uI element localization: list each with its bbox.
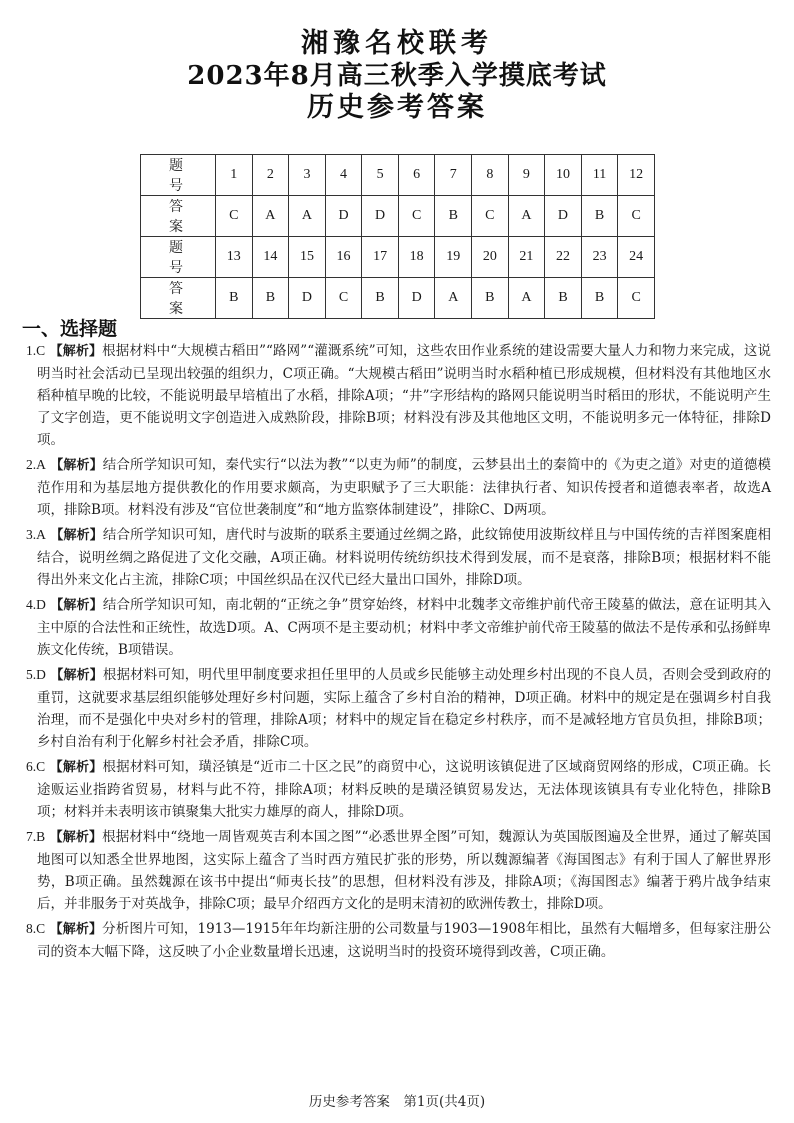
answer-table-cell: 9 [508, 155, 545, 196]
answer-table-cell: 4 [325, 155, 362, 196]
answer-table-cell: D [545, 196, 582, 237]
answer-table-row [141, 155, 655, 196]
answer-table-cell: 17 [362, 237, 399, 278]
answer-table-row [141, 278, 655, 319]
answer-table-cell: 15 [289, 237, 326, 278]
answer-table-cell: A [289, 196, 326, 237]
answer-table [140, 154, 655, 319]
analysis-tag: 【解析】 [49, 922, 103, 937]
answer-table-cell: 12 [618, 155, 655, 196]
answer-table-cell: B [252, 278, 289, 319]
answer-table-cell: 7 [435, 155, 472, 196]
question-answer: 8.C [26, 921, 46, 936]
exam-name-title: 2023年8月高三秋季入学摸底考试 [187, 61, 607, 91]
analysis-tag: 【解析】 [49, 760, 103, 775]
explanation-item [26, 756, 771, 823]
answer-table-row-label: 题 号 [141, 155, 216, 196]
answer-key-title: 历史参考答案 [307, 92, 487, 123]
exam-organizer-title: 湘豫名校联考 [301, 28, 493, 59]
answer-table-cell: 24 [618, 237, 655, 278]
answer-table-cell: C [618, 278, 655, 319]
answer-table-cell: C [618, 196, 655, 237]
answer-table-cell: 14 [252, 237, 289, 278]
answer-table-cell: C [325, 278, 362, 319]
answer-table-row-label: 答 案 [141, 196, 216, 237]
question-answer: 2.A [26, 457, 46, 472]
answer-table-cell: 3 [289, 155, 326, 196]
document-header [0, 28, 794, 124]
analysis-tag: 【解析】 [50, 458, 103, 473]
answer-table-cell: 19 [435, 237, 472, 278]
explanation-item [26, 826, 771, 915]
analysis-tag: 【解析】 [50, 668, 103, 683]
analysis-tag: 【解析】 [50, 598, 103, 613]
page-footer: 历史参考答案 第1页(共4页) [308, 1094, 486, 1110]
question-answer: 7.B [26, 829, 46, 844]
question-answer: 3.A [26, 527, 46, 542]
explanation-item [26, 664, 771, 753]
explanation-text: 根据材料中“大规模古稻田”“路网”“灌溉系统”可知，这些农田作业系统的建设需要大量人力和物力来完成，这说明当时社会活动已呈现出较强的组织力，C项正确。“大规模古稻田”说明当时水稻种植已形成规模，但材料没有其他地区水稻种植早晚的比较，不能说明最早培植出了水稻，排除A项；“井”字形结构的路网只能说明当时稻田的形状，不能说明产生了文字创造，更不能说明文字创造进入成熟阶段，排除B项；材料没有涉及其他地区文明，不能说明多元一体特征，排除D项。 [37, 343, 771, 448]
answer-table-cell: B [545, 278, 582, 319]
answer-table-cell: 8 [472, 155, 509, 196]
explanation-item [26, 594, 771, 661]
answer-table-cell: B [581, 196, 618, 237]
explanation-item [26, 340, 771, 451]
answer-table-cell: B [216, 278, 253, 319]
answer-table-cell: 13 [216, 237, 253, 278]
answer-table-cell: B [581, 278, 618, 319]
answer-table-cell: 2 [252, 155, 289, 196]
answer-table-row [141, 196, 655, 237]
explanation-item [26, 524, 771, 591]
explanation-list [26, 340, 771, 966]
answer-table-row-label: 答 案 [141, 278, 216, 319]
explanation-item [26, 454, 771, 521]
explanation-text: 结合所学知识可知，南北朝的“正统之争”贯穿始终，材料中北魏孝文帝维护前代帝王陵墓的做法，意在证明其入主中原的合法性和正统性，故选D项。A、C两项不是主要动机；材料中孝文帝维护前代帝王陵墓的做法不是传承和弘扬鲜卑族文化传统，B项错误。 [37, 597, 771, 658]
answer-table-cell: C [472, 196, 509, 237]
answer-table-cell: B [435, 196, 472, 237]
answer-table-cell: D [289, 278, 326, 319]
answer-table-cell: 23 [581, 237, 618, 278]
explanation-text: 分析图片可知，1913—1915年年均新注册的公司数量与1903—1908年相比，虽然有大幅增多，但每家注册公司的资本大幅下降，这反映了小企业数量增长迅速，这说明当时的投资环境得到改善，C项正确。 [37, 921, 771, 960]
answer-table-cell: 21 [508, 237, 545, 278]
explanation-text: 结合所学知识可知，唐代时与波斯的联系主要通过丝绸之路，此纹锦使用波斯纹样且与中国传统的吉祥图案鹿相结合，说明丝绸之路促进了文化交融，A项正确。材料说明传统纺织技术得到发展，而不是衰落，排除B项；根据材料不能得出外来文化占主流，排除C项；中国丝织品在汉代已经大量出口国外，排除D项。 [37, 527, 771, 588]
analysis-tag: 【解析】 [50, 528, 103, 543]
explanation-item [26, 918, 771, 963]
answer-table-row [141, 237, 655, 278]
answer-table-cell: D [398, 278, 435, 319]
answer-table-cell: D [325, 196, 362, 237]
answer-table-cell: B [472, 278, 509, 319]
explanation-text: 结合所学知识可知，秦代实行“以法为教”“以吏为师”的制度，云梦县出土的秦简中的《为吏之道》对吏的道德模范作用和为基层地方提供教化的作用要求颇高，为吏职赋予了三大职能：法律执行者、知识传授者和道德表率者，故选A项，排除B项。材料没有涉及“官位世袭制度”和“地方监察体制建设”，排除C、D两项。 [37, 457, 771, 518]
answer-table-cell: D [362, 196, 399, 237]
answer-table-cell: C [398, 196, 435, 237]
question-answer: 4.D [26, 597, 46, 612]
explanation-text: 根据材料可知，璜泾镇是“近市二十区之民”的商贸中心，这说明该镇促进了区域商贸网络的形成，C项正确。长途贩运业指跨省贸易，材料与此不符，排除A项；材料反映的是璜泾镇贸易发达，无法体现该镇具有专业化特色，排除B项；材料并未表明该市镇聚集大批实力雄厚的商人，排除D项。 [37, 759, 771, 820]
answer-table-cell: C [216, 196, 253, 237]
answer-table-cell: 5 [362, 155, 399, 196]
answer-table-cell: 1 [216, 155, 253, 196]
answer-table-cell: 22 [545, 237, 582, 278]
question-answer: 1.C [26, 343, 46, 358]
question-answer: 6.C [26, 759, 46, 774]
answer-table-cell: 11 [581, 155, 618, 196]
explanation-text: 根据材料可知，明代里甲制度要求担任里甲的人员或乡民能够主动处理乡村出现的不良人员，否则会受到政府的重罚，这就要求基层组织能够处理好乡村问题，实际上蕴含了乡村自治的精神，D项正确。材料中的规定是在强调乡村自我治理，而不是强化中央对乡村的管理，排除A项；材料中的规定旨在稳定乡村秩序，而不是减轻地方官员负担，排除B项；乡村自治有利于化解乡村社会矛盾，排除C项。 [37, 667, 771, 750]
answer-table-cell: B [362, 278, 399, 319]
answer-table-row-label: 题 号 [141, 237, 216, 278]
analysis-tag: 【解析】 [49, 830, 103, 845]
answer-table-cell: A [508, 196, 545, 237]
answer-table-cell: 6 [398, 155, 435, 196]
answer-table-cell: A [252, 196, 289, 237]
answer-table-cell: 10 [545, 155, 582, 196]
explanation-text: 根据材料中“绕地一周皆观英吉利本国之图”“必悉世界全图”可知，魏源认为英国版图遍及全世界，通过了解英国地图可以知悉全世界地图，这实际上蕴含了当时西方殖民扩张的形势，所以魏源编著《海国图志》有利于国人了解世界形势，B项正确。虽然魏源在该书中提出“师夷长技”的思想，但材料没有涉及，排除A项；《海国图志》编著于鸦片战争结束后，并非服务于对英战争，排除C项；最早介绍西方文化的是明末清初的欧洲传教士，排除D项。 [37, 829, 771, 912]
answer-table-cell: A [435, 278, 472, 319]
question-answer: 5.D [26, 667, 46, 682]
answer-table-cell: 16 [325, 237, 362, 278]
analysis-tag: 【解析】 [49, 344, 103, 359]
section-title: 一、选择题 [22, 318, 118, 340]
answer-table-cell: 20 [472, 237, 509, 278]
answer-table-cell: 18 [398, 237, 435, 278]
answer-table-cell: A [508, 278, 545, 319]
